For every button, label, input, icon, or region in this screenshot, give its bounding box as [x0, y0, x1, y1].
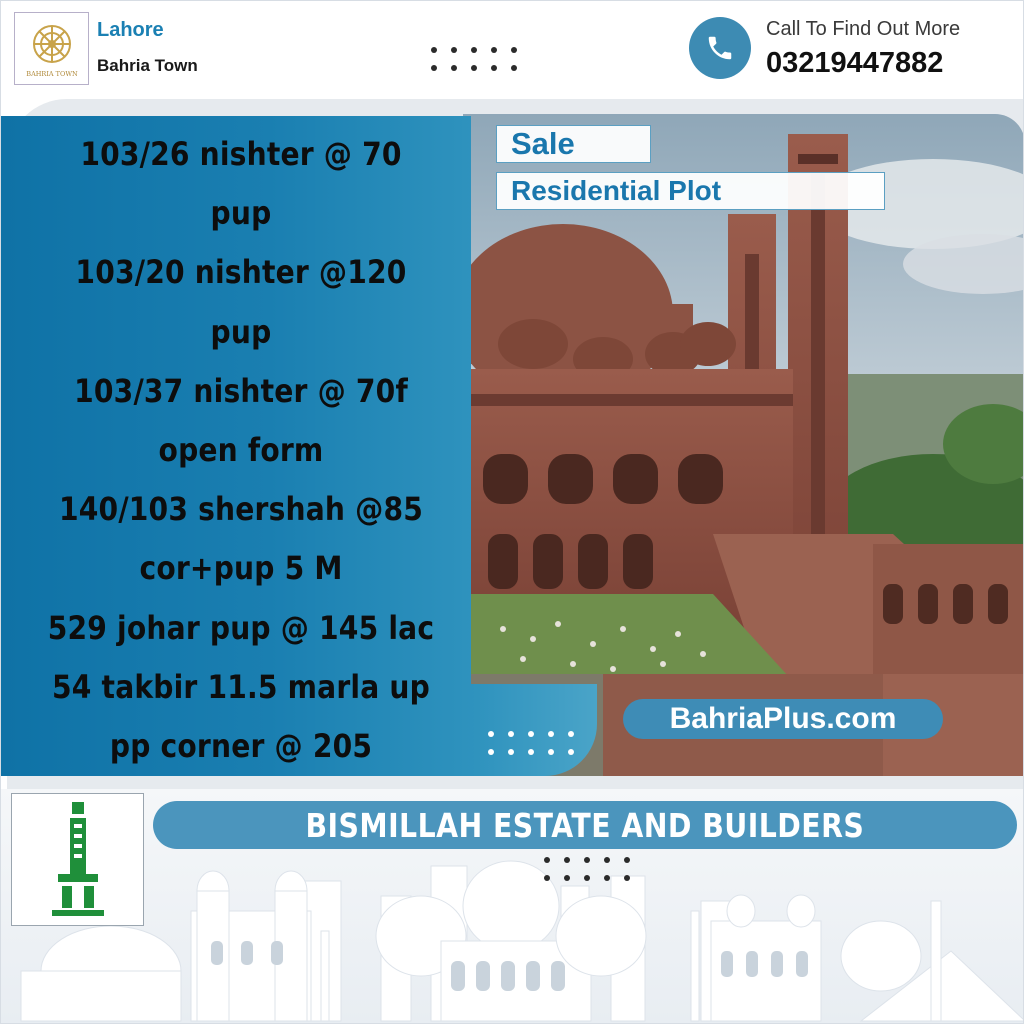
agency-name: BISMILLAH ESTATE AND BUILDERS	[305, 805, 865, 845]
decorative-dots	[488, 731, 574, 755]
listing-line: 529 johar pup @ 145 lac	[47, 608, 435, 647]
purpose-tag: Sale	[496, 125, 651, 163]
listing-line: pup	[210, 194, 272, 233]
city-skyline-illustration	[1, 841, 1024, 1024]
listing-line: 140/103 shershah @85	[59, 490, 423, 529]
decorative-dots	[544, 857, 630, 881]
decorative-dots	[431, 47, 517, 71]
agency-name-banner	[153, 801, 1017, 849]
agency-logo	[11, 793, 144, 926]
listing-line: pup	[210, 312, 272, 351]
city-label: Lahore	[97, 19, 164, 41]
phone-icon	[705, 33, 735, 63]
listing-line: pp corner @ 205	[109, 727, 373, 766]
call-button[interactable]	[689, 17, 751, 79]
mosque-photo	[463, 114, 1024, 776]
listing-line: 54 takbir 11.5 marla up	[52, 667, 430, 706]
area-label: Bahria Town	[97, 56, 198, 75]
listing-line: 103/26 nishter @ 70	[80, 135, 402, 173]
listing-details	[39, 125, 444, 776]
call-label: Call To Find Out More	[766, 18, 961, 40]
listing-line: 103/20 nishter @120	[75, 253, 407, 292]
listing-line: open form	[158, 431, 324, 470]
phone-number[interactable]: 03219447882	[766, 47, 944, 79]
bahria-town-logo	[14, 12, 89, 85]
listing-line: cor+pup 5 M	[139, 549, 343, 588]
website-link[interactable]: BahriaPlus.com	[623, 699, 943, 739]
logo-text: BAHRIA TOWN	[25, 69, 78, 78]
property-type-tag: Residential Plot	[496, 172, 885, 210]
listing-line: 103/37 nishter @ 70f	[74, 371, 408, 410]
